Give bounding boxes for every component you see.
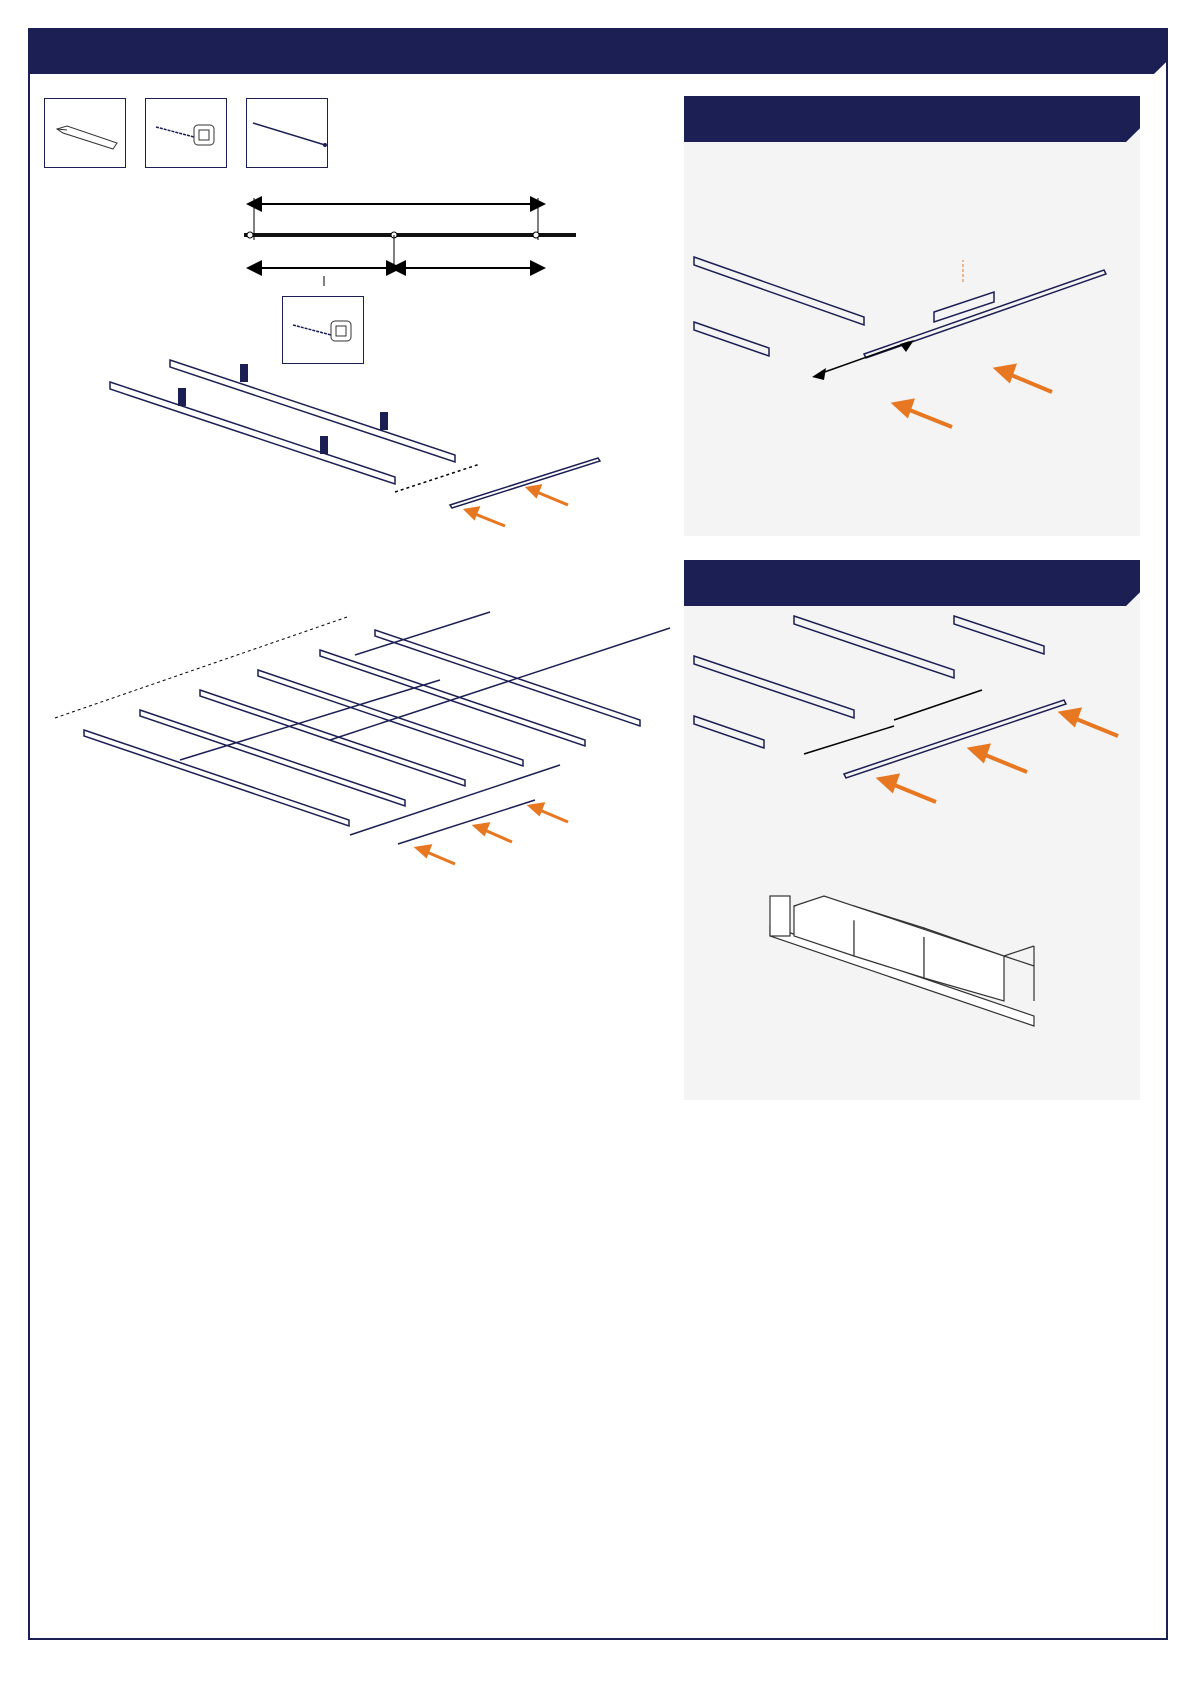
panel-1-illustration [684,142,1140,536]
orange-arrows [466,486,568,526]
multi-rail-illustration [0,600,684,880]
panel-header-1 [684,96,1140,142]
detail-panel-2 [684,560,1140,1100]
panel-header-2 [684,560,1140,606]
detail-panel-1 [684,96,1140,536]
rail-with-blocks-detail [770,896,1034,1026]
two-rail-illustration [0,340,684,540]
panel-2-illustration [684,606,1140,1100]
